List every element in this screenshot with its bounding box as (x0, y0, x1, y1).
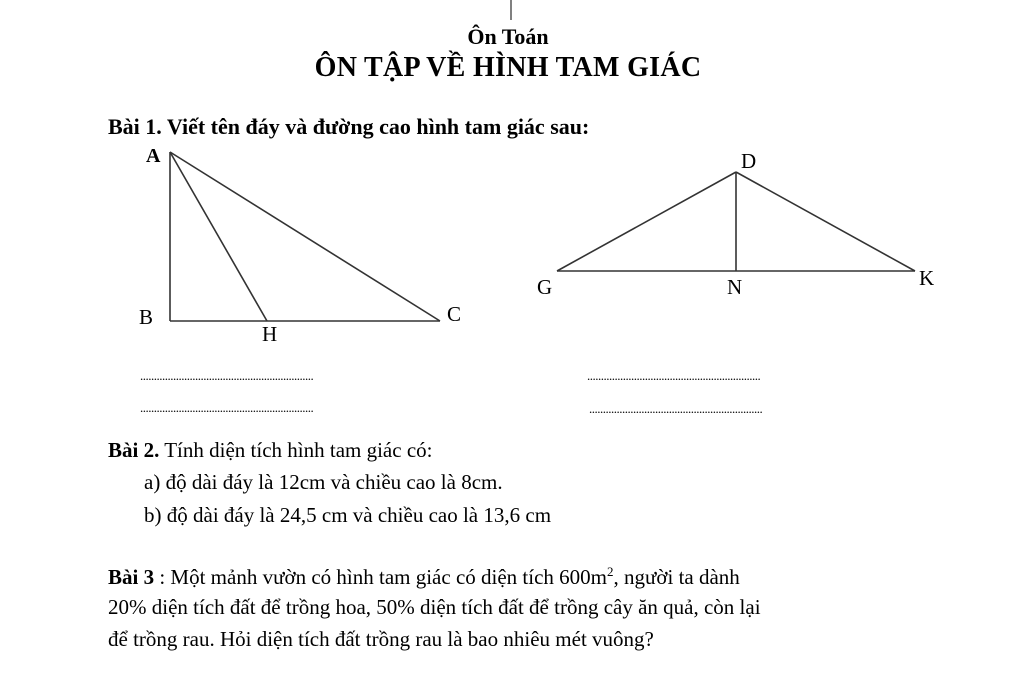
exercise1-heading: Bài 1. Viết tên đáy và đường cao hình tam giác sau: (108, 114, 590, 139)
label-c: C (447, 302, 462, 326)
label-h: H (262, 322, 278, 346)
label-n: N (727, 275, 743, 299)
label-b: B (139, 305, 154, 329)
exercise3-line2: 20% diện tích đất để trồng hoa, 50% diện tích đất để trồng cây ăn quả, còn lại (108, 595, 761, 619)
exercise3-line3: để trồng rau. Hỏi diện tích đất trồng rau là bao nhiêu mét vuông? (108, 627, 654, 651)
label-k: K (919, 266, 935, 290)
side-gd (557, 172, 736, 271)
triangle-dgk (557, 172, 915, 271)
label-a: A (146, 145, 161, 167)
exercise2-heading (108, 438, 432, 463)
answer-line-1b: ............................................................... (140, 400, 314, 415)
page-title: ÔN TẬP VỀ HÌNH TAM GIÁC (314, 52, 702, 83)
exercise2-label: Bài 2. (108, 438, 160, 462)
triangle-abc (170, 152, 440, 321)
exercise2-item-b: b) độ dài đáy là 24,5 cm và chiều cao là 13,6 cm (144, 503, 552, 527)
answer-line-1a: ............................................................... (140, 368, 314, 383)
exercise3-label: Bài 3 (108, 565, 155, 589)
exercise3-line1-post: , người ta dành (613, 565, 740, 589)
subtitle: Ôn Toán (467, 24, 549, 49)
label-g: G (537, 275, 553, 299)
answer-line-2a: ............................................................... (587, 368, 761, 383)
side-dk (736, 172, 915, 271)
label-d: D (741, 149, 757, 173)
segment-ah (170, 152, 267, 321)
exercise3-line1-pre: : Một mảnh vườn có hình tam giác có diện tích 600m (154, 565, 607, 589)
exercise3-line1 (108, 564, 740, 590)
side-ac (170, 152, 440, 321)
exercise2-item-a: a) độ dài đáy là 12cm và chiều cao là 8cm. (144, 470, 503, 494)
exercise2-text: Tính diện tích hình tam giác có: (159, 438, 433, 462)
exercise3-sup: 2 (607, 564, 614, 579)
answer-line-2b: ............................................................... (589, 401, 763, 416)
